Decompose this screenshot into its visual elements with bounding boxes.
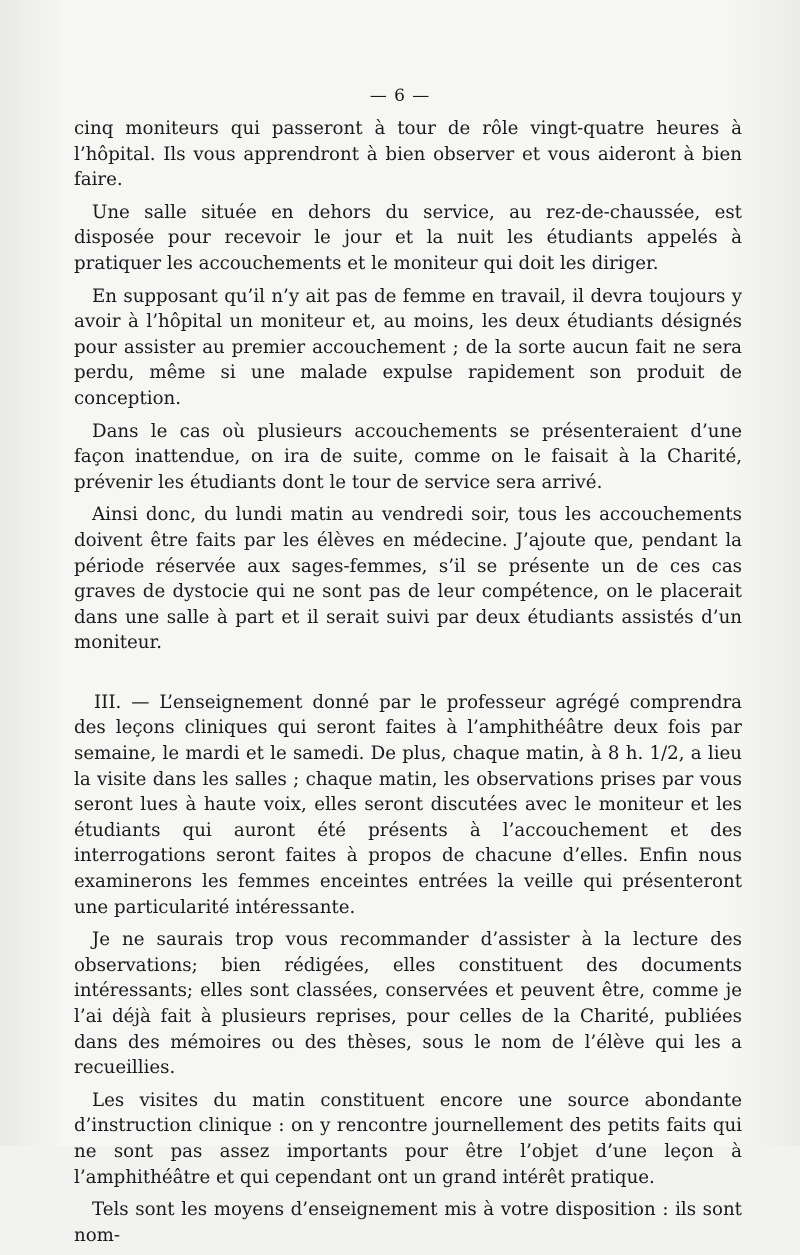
paragraph: Les visites du matin constituent encore une source abondante d’instruction clinique : on y rencontre journellement des petits faits qui ne sont pas assez importants pour être l’objet d’une leçon à l’amphithéâtre et qui cependant ont un grand intérêt pratique.	[74, 1089, 742, 1188]
paragraph: Une salle située en dehors du service, au rez-de-chaussée, est disposée pour recevoir le jour et la nuit les étudiants appelés à pratiquer les accouchements et le moniteur qui doit les diriger.	[74, 201, 742, 274]
paragraph: Je ne saurais trop vous recommander d’assister à la lecture des observations; bien rédigées, elles constituent des documents intéressants; elles sont classées, conservées et peuvent être, comme je l’ai déjà fait à plusieurs reprises, pour celles de la Charité, publiées dans des mémoires ou des thèses, sous le nom de l’élève qui les a recueillies.	[74, 929, 742, 1079]
paragraph: Dans le cas où plusieurs accouchements se présenteraient d’une façon inattendue, on ira de suite, comme on le faisait à la Charité, prévenir les étudiants dont le tour de service sera arrivé.	[74, 420, 742, 493]
page-number: — 6 —	[369, 86, 431, 106]
paragraph: En supposant qu’il n’y ait pas de femme en travail, il devra toujours y avoir à l’hôpital un moniteur et, au moins, les deux étudiants désignés pour assister au premier accouchement ; de la sorte aucun fait ne sera perdu, même si une malade expulse rapidement son produit de conception.	[74, 285, 742, 409]
section-paragraph: III. — L’enseignement donné par le professeur agrégé comprendra des leçons cliniques qui seront faites à l’amphithéâtre deux fois par semaine, le mardi et le samedi. De plus, chaque matin, à 8 h. 1/2, a lieu la visite dans les salles ; chaque matin, les observations prises par vous seront lues à haute voix, elles seront discutées avec le moniteur et les étudiants qui auront été présents à l’accouchement et des interrogations seront faites à propos de chacune d’elles. Enfin nous examinerons les femmes enceintes entrées la veille qui présenteront une particularité intéressante.	[74, 691, 742, 918]
paragraph: cinq moniteurs qui passeront à tour de rôle vingt-quatre heures à l’hôpital. Ils vous apprendront à bien observer et vous aideront à bien faire.	[74, 118, 742, 191]
body-text	[74, 116, 742, 1255]
paragraph: Tels sont les moyens d’enseignement mis à votre disposition : ils sont nom-	[74, 1199, 742, 1246]
paragraph: Ainsi donc, du lundi matin au vendredi soir, tous les accouchements doivent être faits par les élèves en médecine. J’ajoute que, pendant la période réservée aux sages-femmes, s’il se présente un de ces cas graves de dystocie qui ne sont pas de leur compétence, on le placerait dans une salle à part et il serait suivi par deux étudiants assistés d’un moniteur.	[74, 504, 742, 654]
